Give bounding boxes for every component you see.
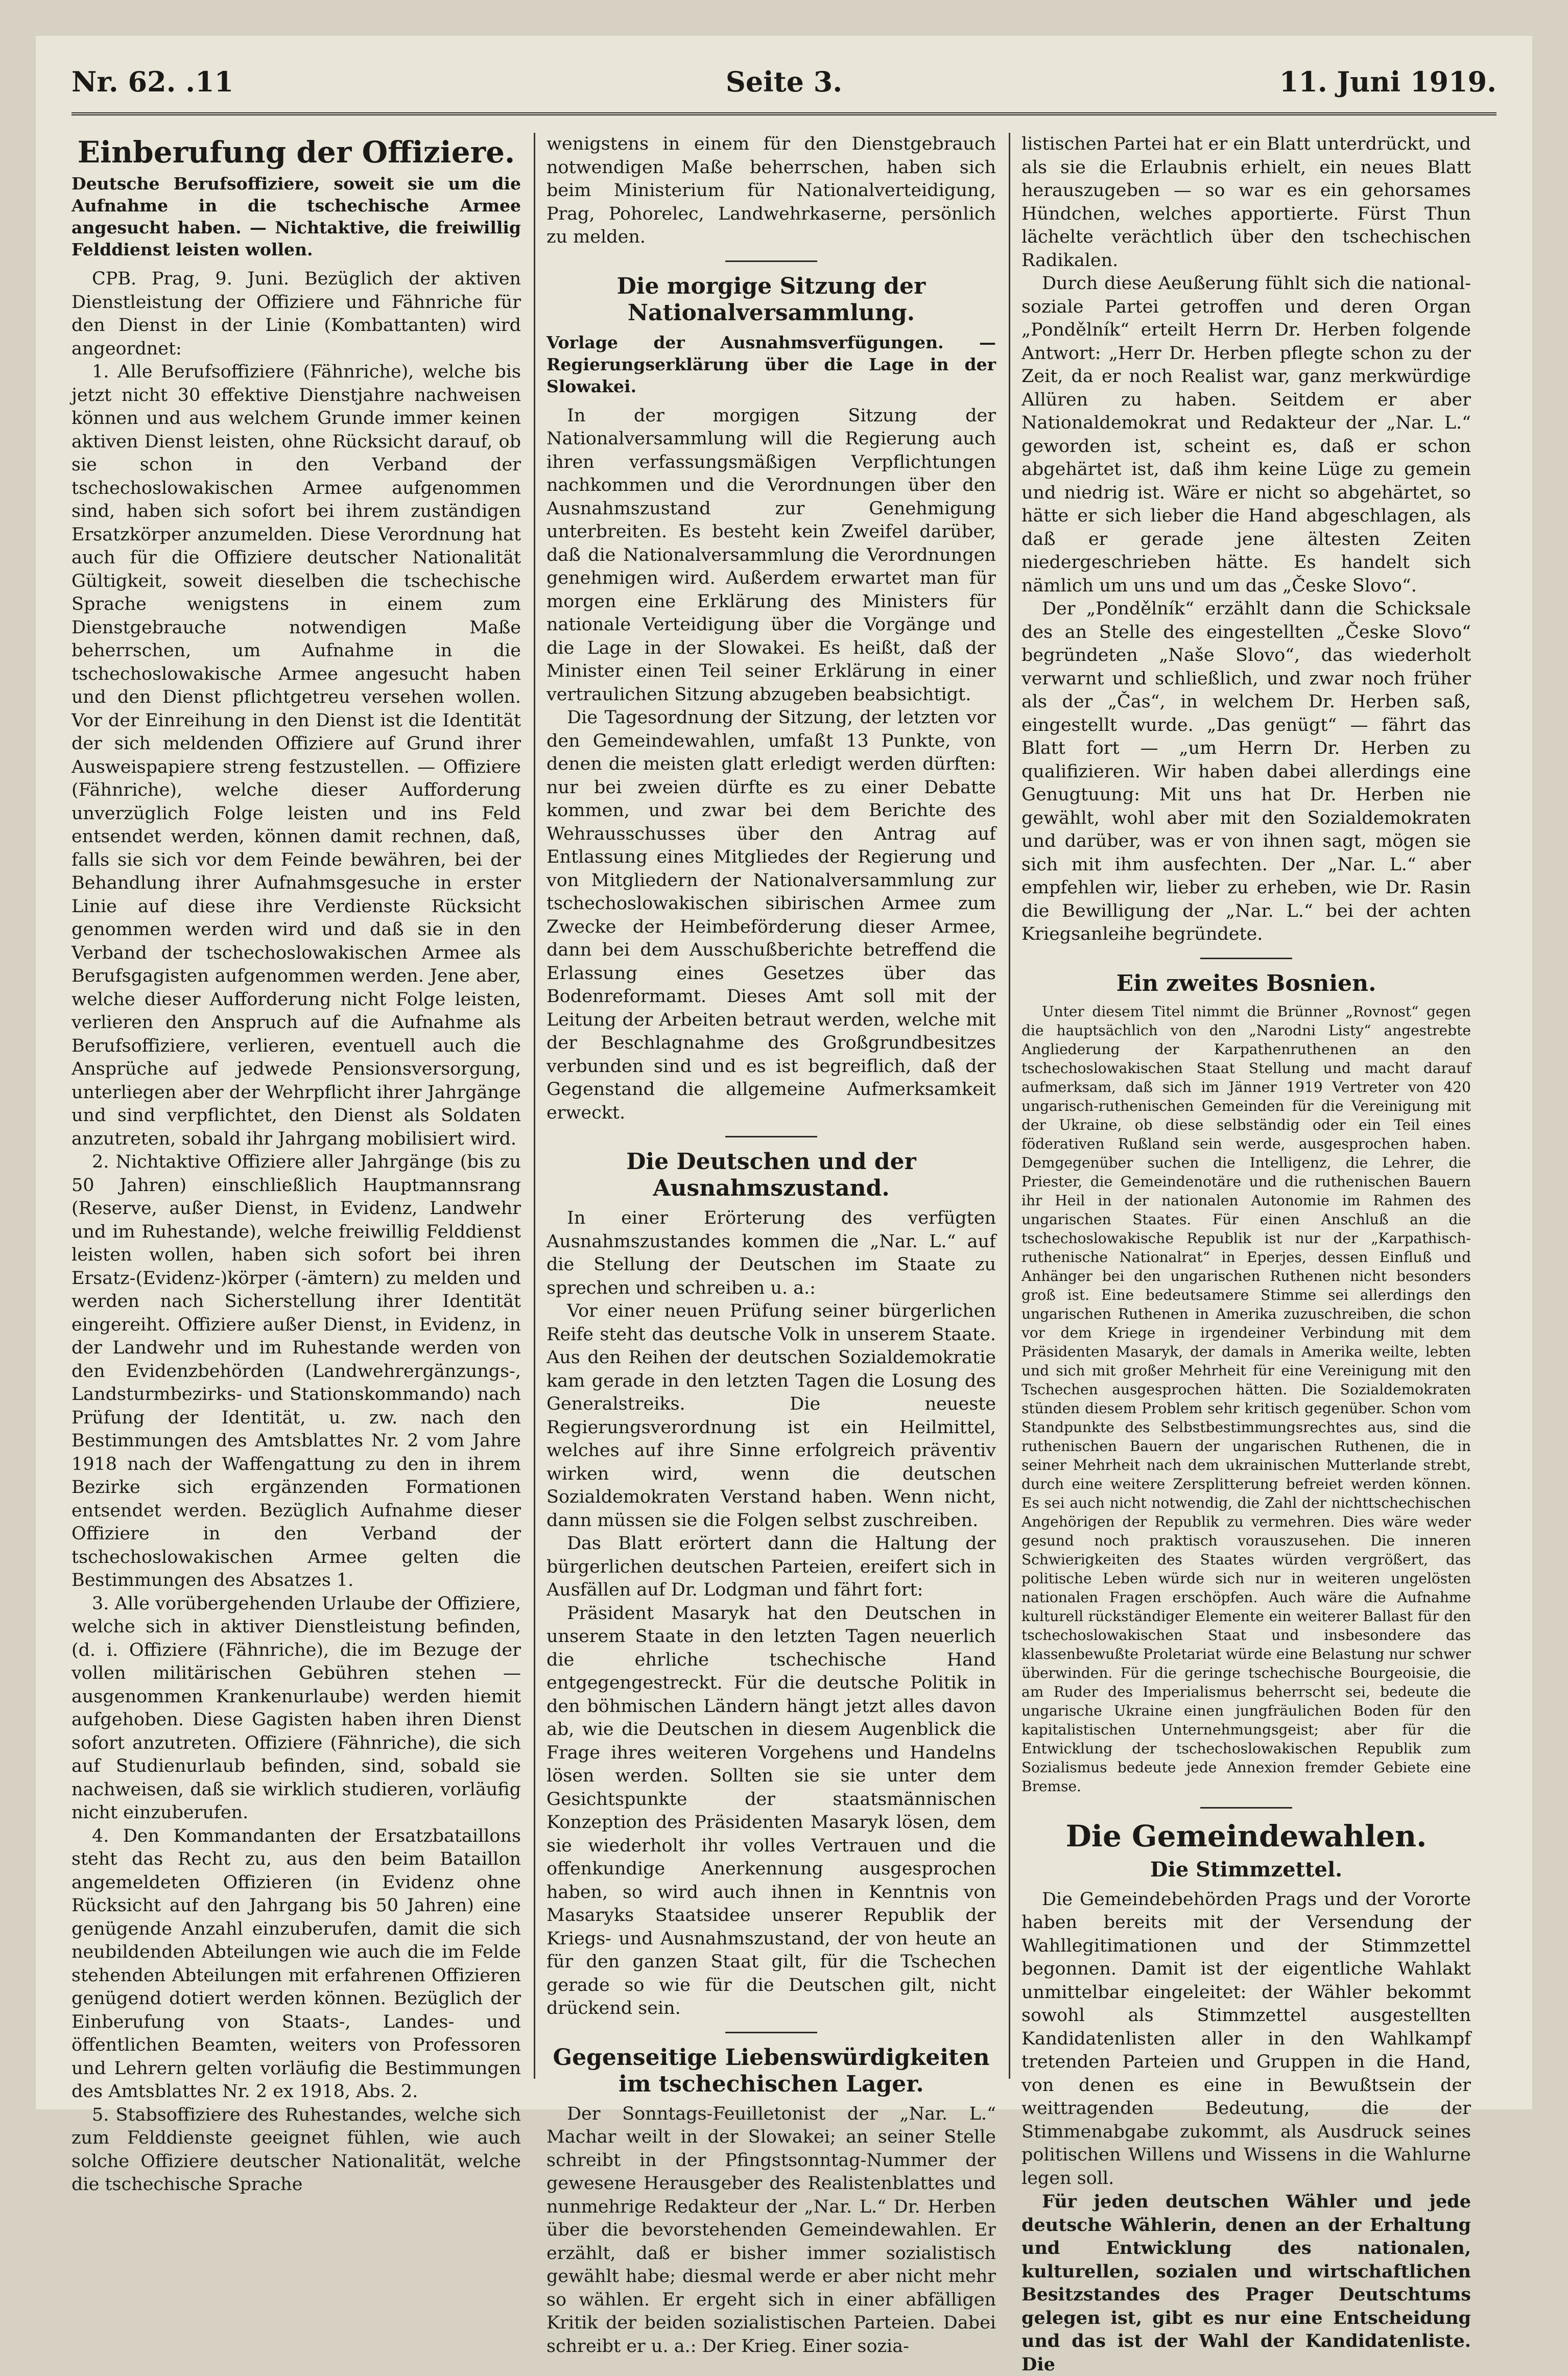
- article-subheadline: Die Stimmzettel.: [1150, 1857, 1343, 1882]
- page-header: [72, 56, 1496, 115]
- article-paragraph: Der Sonntags-Feuilletonist der „Nar. L.“ Machar weilt in der Slowakei; an seiner Stelle schreibt in der Pfingstsonntag-Nummer der gewesene Herausgeber des Realistenblattes und nunmehrige Redakteur der „Nar. L.“ Dr. Herben über die bevorstehenden Gemeindewahlen. Er erzählt, daß er bisher immer sozialistisch gewählt habe; diesmal werde er aber nicht mehr so wählen. Er ergeht sich in einer abfälligen Kritik der beiden sozialistischen Parteien. Dabei schreibt er u. a.: Der Krieg. Einer sozia-: [547, 2103, 996, 2357]
- article-paragraph: Unter diesem Titel nimmt die Brünner „Rovnost“ gegen die hauptsächlich von den „Narodni Listy“ angestrebte Angliederung der Karpathenruthenen an den tschechoslowakischen Staat Stellung und macht darauf aufmerksam, daß sich im Jänner 1919 Vertreter von 420 ungarisch-ruthenischen Gemeinden für die Vereinigung mit der Ukraine, ob diese selbständig oder ein Teil eines föderativen Rußland sein werde, ausgesprochen haben. Demgegenüber suchen die Intelligenz, die Lehrer, die Priester, die Gemeindenotäre und die ruthenischen Bauern ihr Heil in der nationalen Autonomie im Rahmen des ungarischen Staates. Für einen Anschluß an die tschechoslowakische Republik ist nur der „Karpathisch-ruthenische Nationalrat“ in Eperjes, dessen Einfluß und Anhänger bei den ungarischen Ruthenen nicht besonders groß ist. Eine bedeutsamere Stimme sei allerdings den ungarischen Ruthenen in Amerika zuzuschreiben, die schon vor dem Kriege in irgendeiner Verbindung mit dem Präsidenten Masaryk, der damals in Amerika weilte, lebten und sich mit großer Mehrheit für eine Vereinigung mit den Tschechen ausgesprochen hätten. Die Sozialdemokraten stünden diesem Problem sehr kritisch gegenüber. Schon vom Standpunkte des Selbstbestimmungsrechtes aus, sind die ruthenischen Bauern der ungarischen Ruthenen, die in seiner Mehrheit nach dem ukrainischen Mutterlande strebt, durch eine weitere Zersplitterung befreiet werden können. Es sei auch nicht notwendig, die Zahl der nichttschechischen Angehörigen der Republik zu vermehren. Dies wäre weder gesund noch praktisch vorauszusehen. Die inneren Schwierigkeiten des Staates würden vergrößert, das politische Leben würde sich nur in weiteren ungelösten nationalen Fragen erschöpfen. Auch wäre die Aufnahme kulturell rückständiger Elemente ein weiterer Ballast für den tschechoslowakischen Staat und insbesondere das klassenbewußte Proletariat würde eine Belastung nur schwer überwinden. Für die geringe tschechische Bourgeoisie, die am Ruder des Imperialismus beherrscht sei, bedeute die ungarische Ukraine einen jungfräulichen Boden für den kapitalistischen Unternehmungsgeist; aber für die Entwicklung der tschechoslowakischen Republik zum Sozialismus bedeute jede Annexion fremder Gebiete eine Bremse.: [1021, 1003, 1471, 1795]
- column-2: [547, 133, 996, 2357]
- article-headline: Gegenseitige Liebenswürdigkeiten im tschechischen Lager.: [553, 2044, 990, 2097]
- article-lead: Deutsche Berufsoffiziere, soweit sie um die Aufnahme in die tschechische Armee angesucht haben. — Nichtaktive, die freiwillig Felddienst leisten wollen.: [72, 174, 521, 259]
- article-paragraph: Durch diese Aeußerung fühlt sich die national-soziale Partei getroffen und deren Organ „Pondělník“ erteilt Herrn Dr. Herben folgende Antwort: „Herr Dr. Herben pflegte schon zu der Zeit, da er noch Realist war, ganz merkwürdige Allüren zu haben. Seitdem er aber Nationaldemokrat und Redakteur der „Nar. L.“ geworden ist, scheint es, daß er schon abgehärtet ist, daß ihm keine Lüge zu gemein und niedrig ist. Wäre er nicht so abgehärtet, so hätte er sich lieber die Hand abgeschlagen, als daß er gerade jene ältesten Zeiten niedergeschrieben hätte. Es handelt sich nämlich um uns und um das „Česke Slovo“.: [1021, 273, 1471, 596]
- article-paragraph: Präsident Masaryk hat den Deutschen in unserem Staate in den letzten Tagen neuerlich die ehrliche tschechische Hand entgegengestreckt. Für die deutsche Politik in den böhmischen Ländern hängt jetzt alles davon ab, wie die Deutschen in diesem Augenblick die Frage ihres weiteren Vorgehens und Handelns lösen werden. Sollten sie sie unter dem Gesichtspunkte der staatsmännischen Konzeption des Präsidenten Masaryk lösen, dem sie wiederholt ihr volles Vertrauen und die offenkundige Anerkennung ausgesprochen haben, so wird auch ihnen in Kenntnis von Masaryks Staatsidee unserer Republik der Kriegs- und Ausnahmszustand, der von heute an für den ganzen Staat gilt, für die Tschechen gerade so wie für die Deutschen gilt, nicht drückend sein.: [547, 1603, 996, 2018]
- article-paragraph: Die Tagesordnung der Sitzung, der letzten vor den Gemeindewahlen, umfaßt 13 Punkte, von denen die meisten glatt erledigt werden dürften: nur bei zweien dürfte es zu einer Debatte kommen, und zwar bei dem Berichte des Wehrausschusses über den Antrag auf Entlassung eines Mitgliedes der Regierung und von Mitgliedern der Nationalversammlung zur tschechoslowakischen sibirischen Armee zum Zwecke der Heimbeförderung dieser Armee, dann bei dem Ausschußberichte betreffend die Erlassung eines Gesetzes über das Bodenreformamt. Dieses Amt soll mit der Leitung der Arbeiten betraut werden, welche mit der Beschlagnahme des Großgrundbesitzes verbunden sind und es ist begreiflich, daß der Gegenstand die allgemeine Aufmerksamkeit erweckt.: [547, 707, 996, 1123]
- column-divider: [1009, 133, 1010, 2079]
- article-paragraph: 4. Den Kommandanten der Ersatzbataillons steht das Recht zu, aus den beim Bataillon angemeldeten Offizieren (in Evidenz ohne Rücksicht auf den Jahrgang bis 50 Jahren) eine genügende Anzahl einzuberufen, damit die sich neubildenden Abteilungen wie auch die im Felde stehenden Abteilungen mit erfahrenen Offizieren genügend dotiert werden können. Bezüglich der Einberufung von Staats-, Landes- und öffentlichen Beamten, weiters von Professoren und Lehrern gelten vorläufig die Bestimmungen des Amtsblattes Nr. 2 ex 1918, Abs. 2.: [72, 1825, 521, 2102]
- column-1: [72, 133, 521, 2195]
- separator: [1200, 958, 1292, 959]
- newspaper-page: [36, 36, 1532, 2375]
- article-paragraph: Vor einer neuen Prüfung seiner bürgerlichen Reife steht das deutsche Volk in unserem Staate. Aus den Reihen der deutschen Sozialdemokratie kam gerade in den letzten Tagen die Losung des Generalstreiks. Die neueste Regierungsverordnung ist ein Heilmittel, welches auf ihre Sinne erfolgreich präventiv wirken wird, wenn die deutschen Sozialdemokraten Verstand haben. Wenn nicht, dann müssen sie die Folgen selbst zuschreiben.: [547, 1301, 996, 1531]
- issue-date: 11. Juni 1919.: [1279, 65, 1496, 98]
- article-paragraph: Der „Pondělník“ erzählt dann die Schicksale des an Stelle des eingestellten „Česke Slovo“ begründeten „Naše Slovo“, das wiederholt verwarnt und schließlich, und zwar noch früher als der „Čas“, in welchem Dr. Herben saß, eingestellt wurde. „Das genügt“ — fährt das Blatt fort — „um Herrn Dr. Herben zu qualifizieren. Wir haben dabei allerdings eine Genugtuung: Mit uns hat Dr. Herben nie gewählt, wohl aber mit den Sozialdemokraten und darüber, was er von ihnen sagt, mögen sie sich mit ihm ausfechten. Der „Nar. L.“ aber empfehlen wir, lieber zu erheben, wie Dr. Rasin die Bewilligung der „Nar. L.“ bei der achten Kriegsanleihe begründete.: [1021, 599, 1471, 944]
- article-paragraph: 5. Stabsoffiziere des Ruhestandes, welche sich zum Felddienste geeignet fühlen, wie auch solche Offiziere deutscher Nationalität, welche die tschechische Sprache: [72, 2104, 521, 2195]
- article-paragraph: In einer Erörterung des verfügten Ausnahmszustandes kommen die „Nar. L.“ auf die Stellung der Deutschen im Staate zu sprechen und schreiben u. a.:: [547, 1208, 996, 1298]
- separator: [725, 1136, 817, 1137]
- article-paragraph: In der morgigen Sitzung der Nationalversammlung will die Regierung auch ihren verfassungsmäßigen Verpflichtungen nachkommen und die Verordnungen über den Ausnahmszustand zur Genehmigung unterbreiten. Es besteht kein Zweifel darüber, daß die Nationalversammlung die Verordnungen genehmigen wird. Außerdem erwartet man für morgen eine Erklärung des Ministers für nationale Verteidigung über die Vorgänge und die Lage in der Slowakei. Es heißt, daß der Minister einen Teil seiner Erklärung in einer vertraulichen Sitzung abzugeben beabsichtigt.: [547, 405, 996, 705]
- article-paragraph: 3. Alle vorübergehenden Urlaube der Offiziere, welche sich in aktiver Dienstleistung befinden, (d. i. Offiziere (Fähnriche), die im Bezuge der vollen militärischen Gebühren stehen — ausgenommen Krankenurlaube) werden hiemit aufgehoben. Diese Gagisten haben ihren Dienst sofort anzutreten. Offiziere (Fähnriche), die sich auf Studienurlaub befinden, sind, sobald sie nachweisen, daß sie wirklich studieren, vorläufig nicht einzuberufen.: [72, 1593, 521, 1823]
- separator: [1200, 1807, 1292, 1809]
- article-headline: Die Gemeindewahlen.: [1065, 1818, 1427, 1854]
- article-lead: Vorlage der Ausnahmsverfügungen. — Regierungserklärung über die Lage in der Slowakei.: [547, 332, 996, 396]
- separator: [725, 2032, 817, 2033]
- article-headline: Ein zweites Bosnien.: [1116, 970, 1376, 996]
- column-divider: [534, 133, 535, 2079]
- article-paragraph: CPB. Prag, 9. Juni. Bezüglich der aktiven Dienstleistung der Offiziere und Fähnriche für den Dienst in der Linie (Kombattanten) wird angeordnet:: [72, 269, 521, 359]
- article-paragraph: Für jeden deutschen Wähler und jede deutsche Wählerin, denen an der Erhaltung und Entwicklung des nationalen, kulturellen, sozialen und wirtschaftlichen Besitzstandes des Prager Deutschtums gelegen ist, gibt es nur eine Entscheidung und das ist der Wahl der Kandidatenliste. Die: [1021, 2191, 1471, 2375]
- article-headline: Die morgige Sitzung der Nationalversammlung.: [616, 273, 926, 326]
- issue-number: Nr. 62. .11: [72, 65, 234, 98]
- article-paragraph: 1. Alle Berufsoffiziere (Fähnriche), welche bis jetzt nicht 30 effektive Dienstjahre nachweisen können und aus welchem Grunde immer keinen aktiven Dienst leisten, ohne Rücksicht darauf, ob sie schon in den Verband der tschechoslowakischen Armee aufgenommen sind, haben sich sofort bei ihrem zuständigen Ersatzkörper anzumelden. Diese Verordnung hat auch für die Offiziere deutscher Nationalität Gültigkeit, soweit dieselben die tschechische Sprache wenigstens in einem zum Dienstgebrauche notwendigen Maße beherrschen, um Aufnahme in die tschechoslowakische Armee angesucht haben und den Dienst pflichtgetreu versehen wollen. Vor der Einreihung in den Dienst ist die Identität der sich meldenden Offiziere auf Grund ihrer Ausweispapiere streng festzustellen. — Offiziere (Fähnriche), welche dieser Aufforderung unverzüglich Folge leisten und ins Feld entsendet werden, können damit rechnen, daß, falls sie sich vor dem Feinde bewähren, bei der Behandlung ihrer Aufnahmsgesuche in erster Linie auf diese ihre Verdienste Rücksicht genommen werden wird und daß sie in den Verband der tschechoslowakischen Armee als Berufsgagisten aufgenommen werden. Jene aber, welche dieser Aufforderung nicht Folge leisten, verlieren den Anspruch auf die Aufnahme als Berufsoffiziere, verlieren, eventuell auch die Ansprüche auf jedwede Pensionsversorgung, unterliegen aber der Wehrpflicht ihrer Jahrgänge und sind verpflichtet, den Dienst als Soldaten anzutreten, sobald ihr Jahrgang mobilisiert wird.: [72, 362, 521, 1149]
- page-number: Seite 3.: [725, 65, 843, 98]
- column-3: [1021, 133, 1471, 2375]
- article-continuation: listischen Partei hat er ein Blatt unterdrückt, und als sie die Erlaubnis erhielt, ein neues Blatt herauszugeben — so war es ein gehorsames Hündchen, welches apportierte. Fürst Thun lächelte verächtlich über den tschechischen Radikalen.: [1021, 134, 1471, 271]
- article-paragraph: Die Gemeindebehörden Prags und der Vororte haben bereits mit der Versendung der Wahllegitimationen und der Stimmzettel begonnen. Damit ist der eigentliche Wahlakt unmittelbar eingeleitet: der Wähler bekommt sowohl als Stimmzettel ausgestellten Kandidatenlisten aller in den Wahlkampf tretenden Parteien und Gruppen in die Hand, von denen es eine in Bewußtsein der weittragenden Bedeutung, die der Stimmenabgabe zukommt, als Ausdruck seines politischen Willens und Wissens in die Wahlurne legen soll.: [1021, 1889, 1471, 2189]
- article-continuation: wenigstens in einem für den Dienstgebrauch notwendigen Maße beherrschen, haben sich beim Ministerium für Nationalverteidigung, Prag, Pohorelec, Landwehrkaserne, persönlich zu melden.: [547, 134, 996, 247]
- separator: [725, 260, 817, 262]
- article-paragraph: 2. Nichtaktive Offiziere aller Jahrgänge (bis zu 50 Jahren) einschließlich Hauptmannsrang (Reserve, außer Dienst, in Evidenz, Landwehr und im Ruhestande), welche freiwillig Felddienst leisten wollen, haben sich sofort bei ihren Ersatz-(Evidenz-)körper (-ämtern) zu melden und werden nach Sicherstellung ihrer Identität eingereiht. Offiziere außer Dienst, in Evidenz, in der Landwehr und im Ruhestande werden von den Evidenzbehörden (Landwehrergänzungs-, Landsturmbezirks- und Stationskommando) nach Prüfung der Identität, u. zw. nach den Bestimmungen des Amtsblattes Nr. 2 vom Jahre 1918 nach der Waffengattung zu den in ihrem Bezirke sich ergänzenden Formationen entsendet werden. Bezüglich Aufnahme dieser Offiziere in den Verband der tschechoslowakischen Armee gelten die Bestimmungen des Absatzes 1.: [72, 1152, 521, 1590]
- article-headline: Einberufung der Offiziere.: [77, 135, 515, 170]
- article-headline: Die Deutschen und der Ausnahmszustand.: [626, 1149, 916, 1201]
- article-paragraph: Das Blatt erörtert dann die Haltung der bürgerlichen deutschen Parteien, ereifert sich in Ausfällen auf Dr. Lodgman und fährt fort:: [547, 1533, 996, 1600]
